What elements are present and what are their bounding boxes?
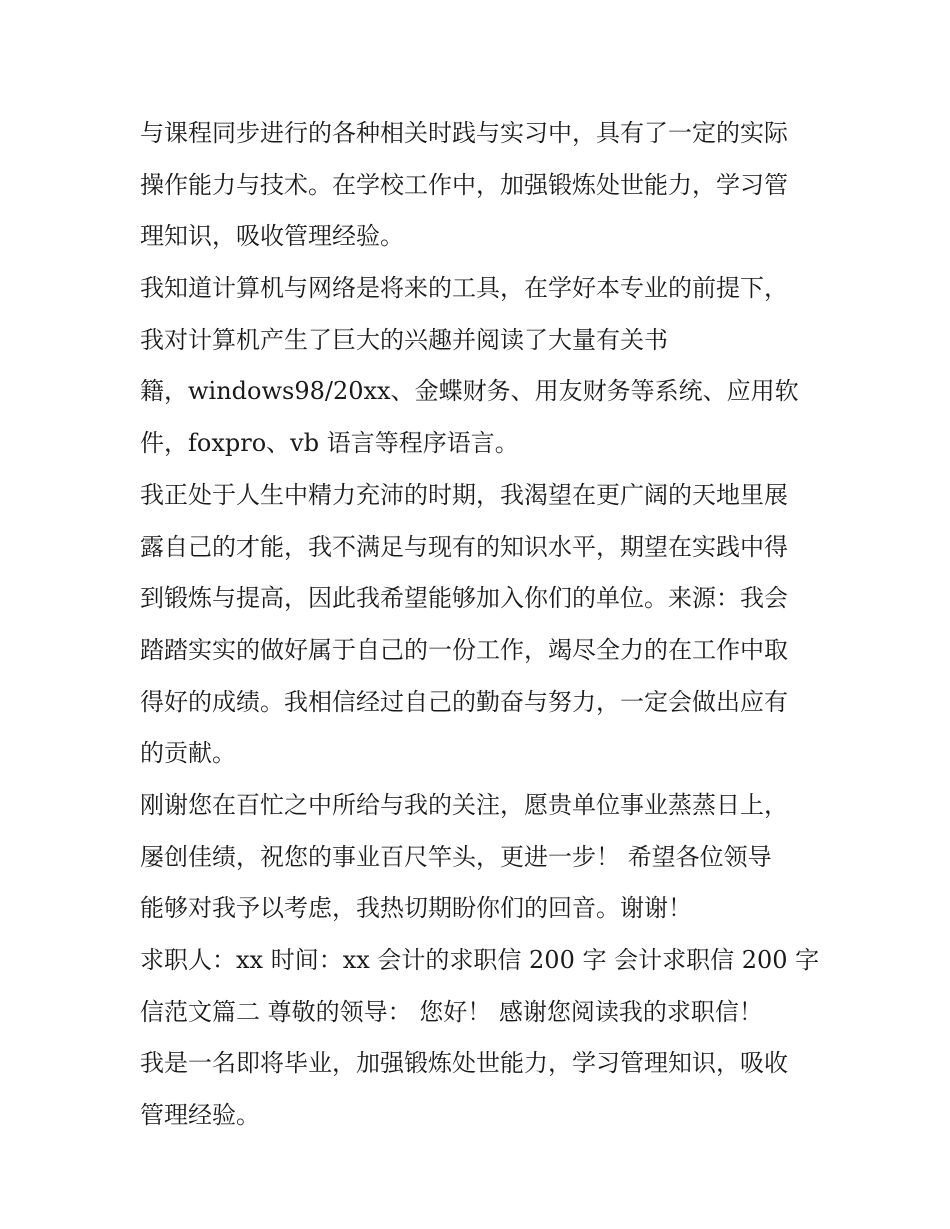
text-line-18: 信范文篇二 尊敬的领导： 您好！ 感谢您阅读我的求职信！ [140, 997, 763, 1026]
text-line-9: 露自己的才能，我不满足与现有的知识水平，期望在实践中得 [140, 532, 788, 561]
document-body [140, 108, 820, 1142]
text-line-10: 到锻炼与提高，因此我希望能够加入你们的单位。来源：我会 [140, 584, 788, 613]
text-line-7: 件，foxpro、vb 语言等程序语言。 [140, 429, 519, 458]
text-line-17: 求职人：xx 时间：xx 会计的求职信 200 字 会计求职信 200 字 [140, 946, 820, 974]
text-line-4: 我知道计算机与网络是将来的工具，在学好本专业的前提下， [140, 274, 788, 303]
text-line-8: 我正处于人生中精力充沛的时期，我渴望在更广阔的天地里展 [140, 480, 788, 509]
text-line-3: 理知识，吸收管理经验。 [140, 222, 404, 251]
text-line-14: 刚谢您在百忙之中所给与我的关注，愿贵单位事业蒸蒸日上， [140, 790, 788, 819]
text-line-20: 管理经验。 [140, 1101, 260, 1130]
text-line-1: 与课程同步进行的各种相关时践与实习中，具有了一定的实际 [140, 119, 788, 147]
text-line-16: 能够对我予以考虑，我热切期盼你们的回音。谢谢！ [140, 894, 692, 923]
text-line-15: 屡创佳绩，祝您的事业百尺竿头，更进一步！ 希望各位领导 [140, 842, 772, 871]
text-line-13: 的贡献。 [140, 739, 236, 768]
text-line-12: 得好的成绩。我相信经过自己的勤奋与努力，一定会做出应有 [140, 687, 788, 716]
text-line-19: 我是一名即将毕业，加强锻炼处世能力，学习管理知识，吸收 [140, 1049, 788, 1078]
text-line-5: 我对计算机产生了巨大的兴趣并阅读了大量有关书 [140, 325, 668, 354]
text-line-2: 操作能力与技术。在学校工作中，加强锻炼处世能力，学习管 [140, 170, 788, 199]
text-line-6: 籍，windows98/20xx、金蝶财务、用友财务等系统、应用软 [140, 377, 799, 406]
text-line-11: 踏踏实实的做好属于自己的一份工作，竭尽全力的在工作中取 [140, 635, 788, 664]
